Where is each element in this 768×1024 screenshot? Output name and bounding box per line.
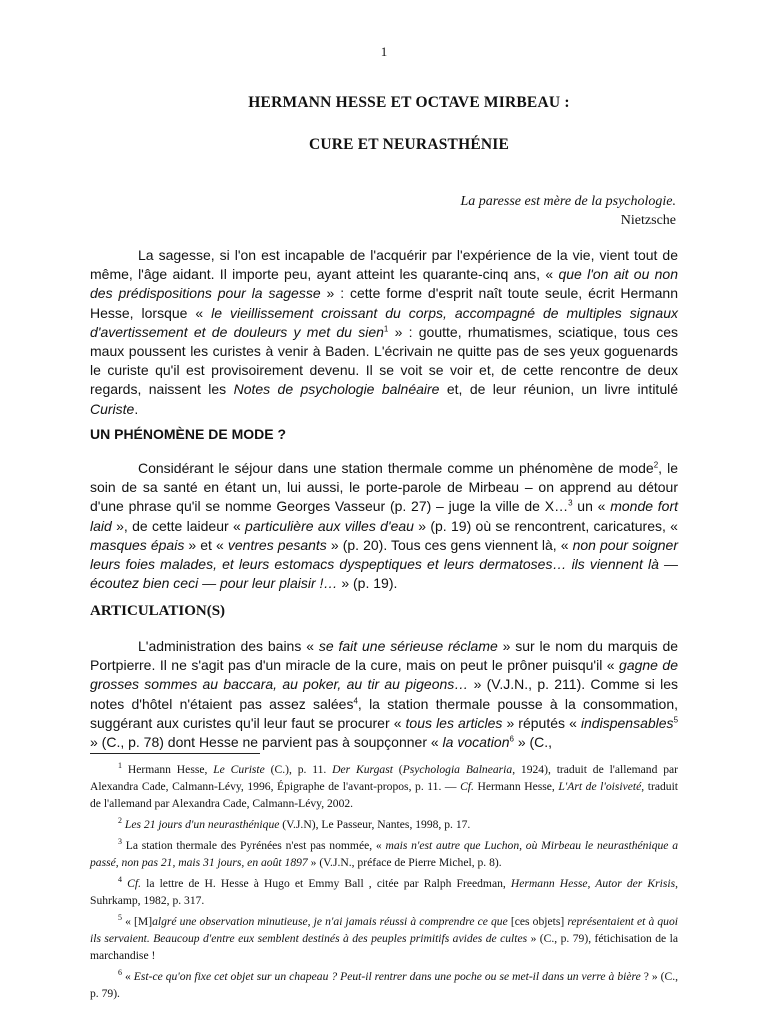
footnote-ref[interactable]: 6 bbox=[509, 734, 514, 744]
footnote-2: $^2$ Les 21 jours d'un neurasthénique (V.J.N), Le Passeur, Nantes, 1998, p. 17. bbox=[118, 816, 471, 831]
paragraph-articulation: L'administration des bains « se fait une sérieuse réclame » sur le nom du marquis de Portpierre. Il ne s'agit pas d'un miracle de la cure, mais on peut le prôner puisqu'il « gagne de grosses sommes au baccara, au poker, au tir au pigeons… » (V.J.N., p. 211). Comme si les notes d'hôtel n'étaient pas assez salées$^4$, la station thermale pousse à la consommation, suggérant aux curistes qu'il leur faut se procurer « tous les articles » réputés « indispensables$^5$ » (C., p. 78) dont Hesse ne parvient pas à soupçonner « la vocation$^6$ » (C., bbox=[90, 638, 679, 751]
footnote-ref[interactable]: 1 bbox=[383, 324, 389, 334]
paragraph-intro: La sagesse, si l'on est incapable de l'acquérir par l'expérience de la vie, vient tout de même, l'âge aidant. Il importe peu, ayant atteint les quarante-cinq ans, « que l'on ait ou non des prédispositions pour la sagesse » : cette forme d'esprit naît toute seule, écrit Hermann Hesse, lorsque « le vieillissement croissant du corps, accompagné de multiples signaux d'avertissement et de douleurs y met du sien$^1$ » : goutte, rhumatismes, sciatique, tous ces maux poussent les curistes à venir à Baden. L'écrivain ne quitte pas de ses yeux goguenards le curiste qu'il est provisoirement devenu. Il se voit se voir et, de cette rencontre de deux regards, naissent les Notes de psychologie balnéaire et, de leur réunion, un livre intitulé Curiste. bbox=[90, 247, 679, 417]
footnote-ref[interactable]: 2 bbox=[653, 460, 659, 470]
epigraph-author: Nietzsche bbox=[620, 213, 676, 228]
footnote-5: $^5$ « [M]algré une observation minutieuse, je n'ai jamais réussi à comprendre ce que [ces objets] représentaient et à quoi ils servaient. Beaucoup d'entre eux semblent destinés à des peuples primitifs avides de cultes » (C., p. 79), fétichisation de la marchandise ! bbox=[90, 913, 678, 962]
epigraph bbox=[460, 192, 676, 230]
footnote-divider bbox=[90, 753, 260, 754]
footnote-6: $^6$ « Est-ce qu'on fixe cet objet sur un chapeau ? Peut-il rentrer dans une poche ou se met-il dans un verre à bière ? » (C., p. 79). bbox=[90, 968, 679, 1000]
footnote-ref[interactable]: 4 bbox=[353, 695, 358, 705]
footnote-ref[interactable]: 5 bbox=[673, 715, 679, 725]
footnote-ref[interactable]: 3 bbox=[568, 498, 573, 508]
article-subtitle: CURE ET NEURASTHÉNIE bbox=[308, 136, 510, 153]
footnote-4: $^4$ Cf. la lettre de H. Hesse à Hugo et Emmy Ball , citée par Ralph Freedman, Hermann Hesse, Autor der Krisis, Suhrkamp, 1982, p. 317. bbox=[90, 875, 679, 907]
footnote-1: $^1$ Hermann Hesse, Le Curiste (C.), p. 11. Der Kurgast (Psychologia Balnearia, 1924), traduit de l'allemand par Alexandra Cade, Calmann-Lévy, 1996, Épigraphe de l'avant-propos, p. 11. — Cf. Hermann Hesse, L'Art de l'oisiveté, traduit de l'allemand par Alexandra Cade, Calmann-Lévy, 2002. bbox=[90, 761, 679, 810]
epigraph-quote: La paresse est mère de la psychologie. bbox=[460, 194, 676, 209]
section-heading-articulation: ARTICULATION(S) bbox=[90, 603, 226, 619]
footnotes bbox=[90, 761, 678, 1006]
footnote-3: $^3$ La station thermale des Pyrénées n'est pas nommée, « mais n'est autre que Luchon, où Mirbeau le neurasthénique a passé, non pas 21, mais 31 jours, en août 1897 » (V.J.N., préface de Pierre Michel, p. 8). bbox=[90, 837, 678, 869]
section-heading-mode: UN PHÉNOMÈNE DE MODE ? bbox=[90, 426, 287, 442]
paragraph-mode: Considérant le séjour dans une station thermale comme un phénomène de mode$^2$, le soin de sa santé en étant un, lui aussi, le porte-parole de Mirbeau – on apprend au détour d'une phrase qu'il se nomme Georges Vasseur (p. 27) – juge la ville de X…$^3$ un « monde fort laid », de cette laideur « particulière aux villes d'eau » (p. 19) où se rencontrent, caricatures, « masques épais » et « ventres pesants » (p. 20). Tous ces gens viennent là, « non pour soigner leurs foies malades, et leurs estomacs dyspeptiques et leurs dermatoses… ils viennent là — écoutez bien ceci — pour leur plaisir !… » (p. 19). bbox=[90, 460, 679, 592]
article-title: HERMANN HESSE ET OCTAVE MIRBEAU : bbox=[248, 94, 570, 111]
page-number: 1 bbox=[380, 44, 388, 59]
